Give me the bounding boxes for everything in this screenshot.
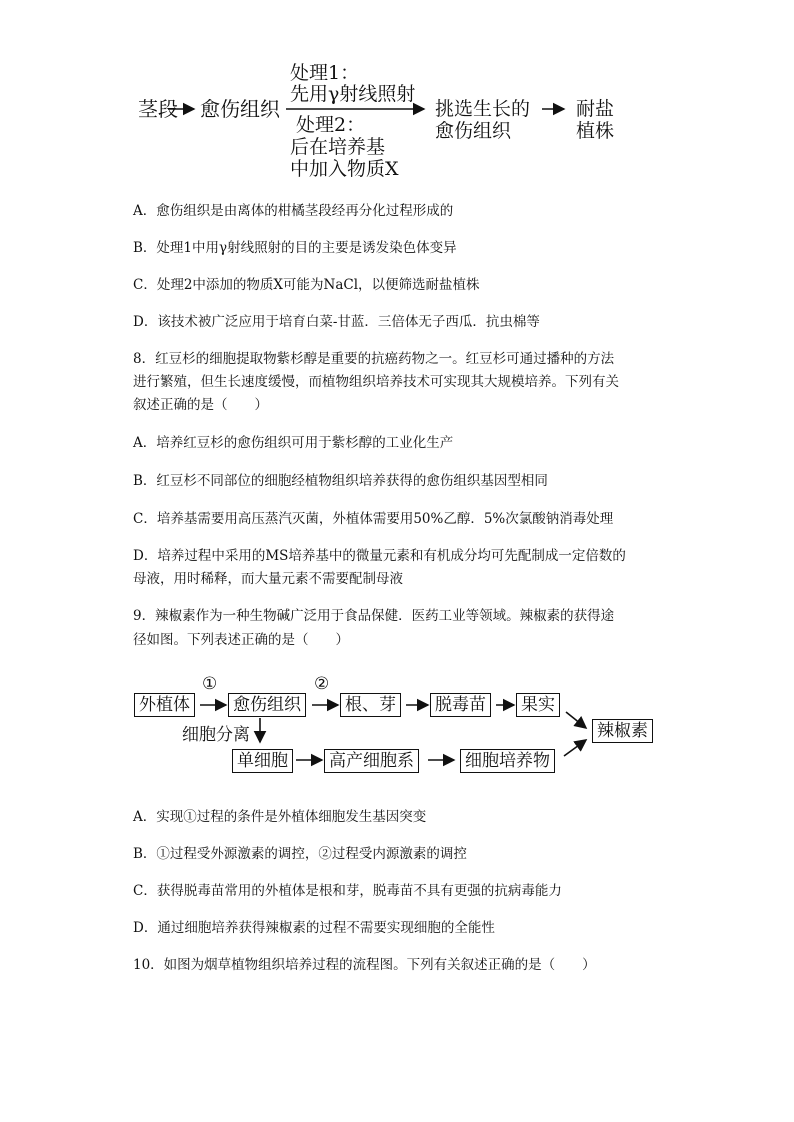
box-single-cell: 单细胞 [232,749,293,773]
q8-option-b: B．红豆杉不同部位的细胞经植物组织培养获得的愈伤组织基因型相同 [133,473,548,489]
q8-option-c: C．培养基需要用高压蒸汽灭菌，外植体需要用50%乙醇．5%次氯酸钠消毒处理 [133,511,614,527]
q8-stem-2: 进行繁殖，但生长速度缓慢，而植物组织培养技术可实现其大规模培养。下列有关 [133,374,619,390]
q9-stem-1: 9．辣椒素作为一种生物碱广泛用于食品保健．医药工业等领域。辣椒素的获得途 [133,608,615,624]
q8-stem-3: 叙述正确的是（ ） [133,397,268,413]
q9-option-c: C．获得脱毒苗常用的外植体是根和芽，脱毒苗不具有更强的抗病毒能力 [133,883,562,899]
capsaicin-flow-diagram [130,676,660,778]
step1-marker: ① [202,674,218,694]
node-plant-2: 植株 [576,120,615,142]
box-callus: 愈伤组织 [228,693,306,717]
q9-option-a: A．实现①过程的条件是外植体细胞发生基因突变 [133,809,427,825]
treatment1-title: 处理1： [290,62,360,84]
node-callus: 愈伤组织 [200,97,280,121]
q8-option-d-1: D．培养过程中采用的MS培养基中的微量元素和有机成分均可先配制成一定倍数的 [133,548,626,564]
q7-option-a: A．愈伤组织是由离体的柑橘茎段经再分化过程形成的 [133,203,454,219]
q7-option-b: B．处理1中用γ射线照射的目的主要是诱发染色体变异 [133,240,457,256]
box-high-yield: 高产细胞系 [324,749,419,773]
node-select-1: 挑选生长的 [435,98,531,120]
treatment2-title: 处理2： [296,114,366,136]
q8-option-a: A．培养红豆杉的愈伤组织可用于紫杉醇的工业化生产 [133,435,454,451]
treatment1-text: 先用γ射线照射 [290,83,416,105]
box-culture-product: 细胞培养物 [460,749,555,773]
q9-stem-2: 径如图。下列表述正确的是（ ） [133,632,349,648]
q7-option-c: C．处理2中添加的物质X可能为NaCl，以便筛选耐盐植株 [133,277,480,293]
node-select-2: 愈伤组织 [435,120,512,142]
q10-stem: 10．如图为烟草植物组织培养过程的流程图。下列有关叙述正确的是（ ） [133,957,596,973]
q9-option-d: D．通过细胞培养获得辣椒素的过程不需要实现细胞的全能性 [133,920,495,936]
node-plant-1: 耐盐 [576,98,615,120]
box-virus-free: 脱毒苗 [430,693,491,717]
step2-marker: ② [314,674,330,694]
node-stem: 茎段 [138,97,178,121]
salt-tolerant-flow-diagram [130,56,650,186]
treatment2-text-2: 中加入物质X [290,158,399,180]
label-cell-separation: 细胞分离 [182,725,250,745]
treatment2-text-1: 后在培养基 [290,136,386,158]
q8-stem-1: 8．红豆杉的细胞提取物紫杉醇是重要的抗癌药物之一。红豆杉可通过播种的方法 [133,351,615,367]
q9-option-b: B．①过程受外源激素的调控，②过程受内源激素的调控 [133,846,467,862]
q8-option-d-2: 母液，用时稀释，而大量元素不需要配制母液 [133,571,403,587]
q7-option-d: D．该技术被广泛应用于培育白菜-甘蓝．三倍体无子西瓜．抗虫棉等 [133,314,540,330]
box-capsaicin: 辣椒素 [592,719,653,743]
box-explant: 外植体 [134,693,195,717]
box-fruit: 果实 [516,693,560,717]
box-root-bud: 根、芽 [340,693,401,717]
